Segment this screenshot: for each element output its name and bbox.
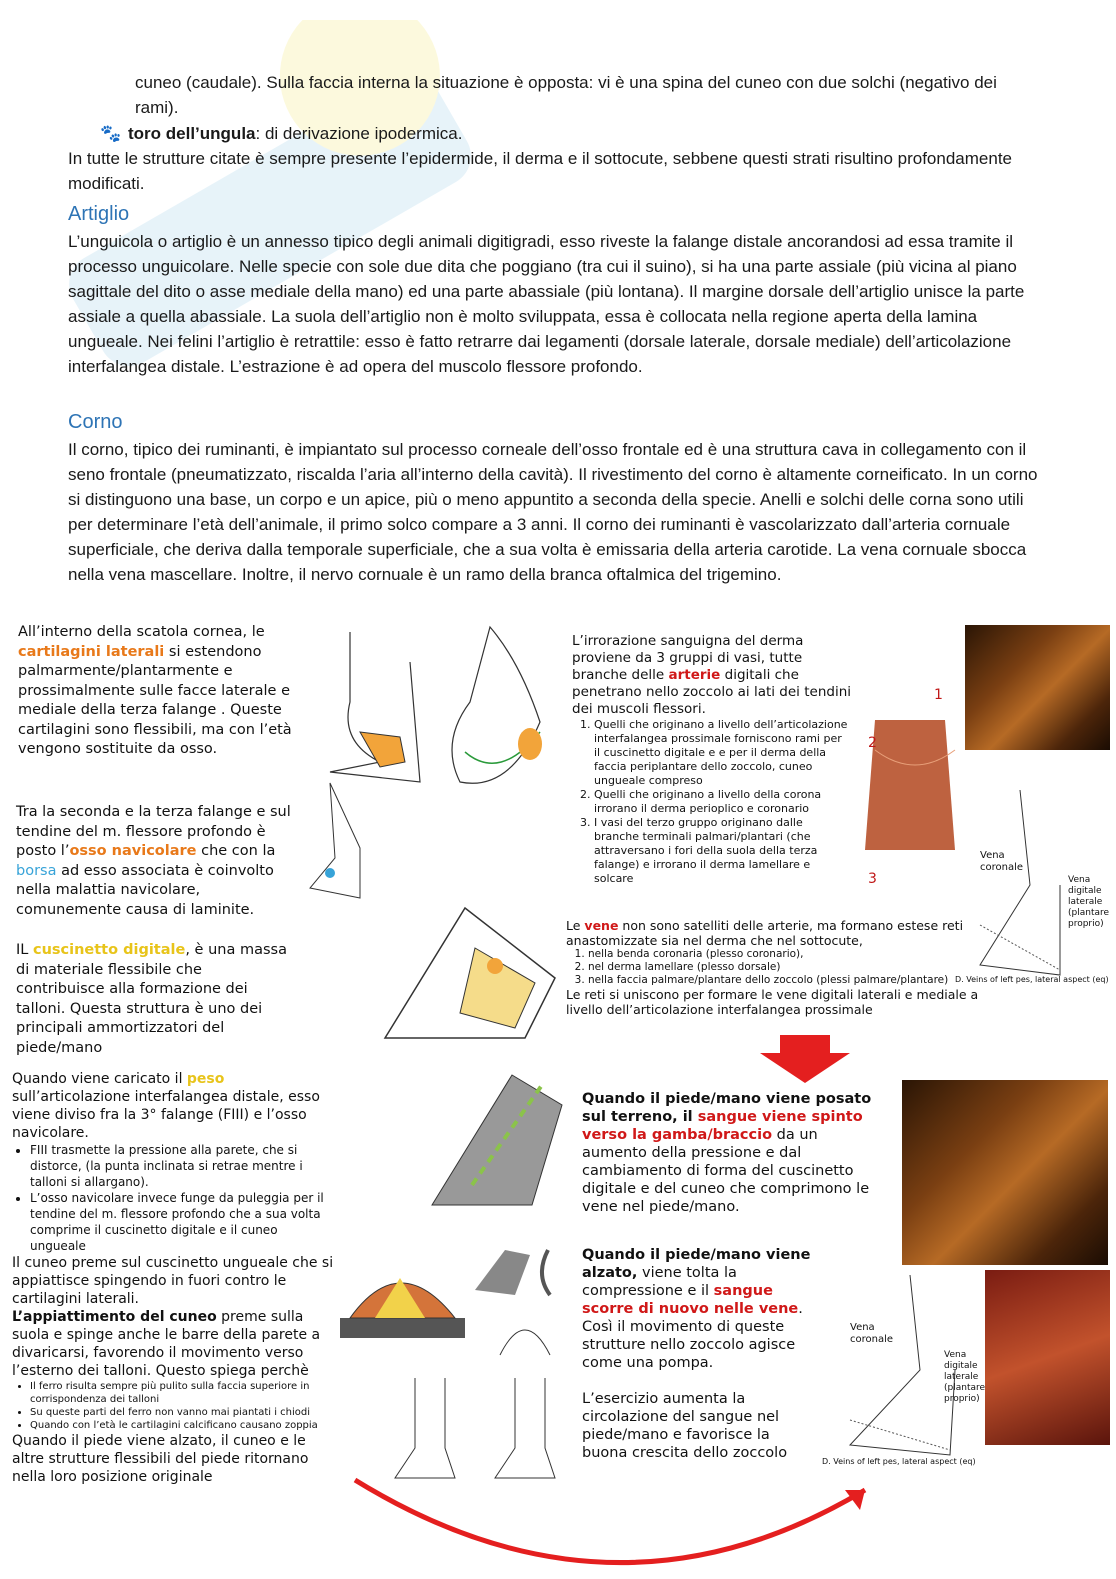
arterial-cast-diagram <box>855 690 970 865</box>
note-cartilagini: All’interno della scatola cornea, le cartilagini laterali si estendono palmarmente/plantarmente e prossimalmente sulle facce laterale e mediale della terza falange . Queste cartilagini sono flessibili, ma con l’età vengono sostituite da osso. <box>18 624 292 757</box>
list-item: 1. Quelli che originano a livello dell’articolazione interfalangea prossimale forniscono rami per il cuscinetto digitale e e per il derma della faccia periplantare dello zoccolo, cuneo ungueale compreso <box>594 718 849 788</box>
artiglio-heading: Artiglio <box>68 203 130 225</box>
caption-bottom: D. Veins of left pes, lateral aspect (eq) <box>822 1457 976 1466</box>
frog-pressure-diagram <box>330 1248 475 1343</box>
note-irrorazione: L’irrorazione sanguigna del derma proviene da 3 gruppi di vasi, tutte branche delle arterie digitali che penetrano nello zoccolo ai lati dei tendini dei muscoli flessori. 1. Quelli che originano a livello dell’articolazione interfalangea prossimale forniscono rami per il cuscinetto digitale e e per il derma della faccia periplantare dello zoccolo, cuneo ungueale compreso 2. Quelli che originano a livello della corona irrorano il derma perioplico e coronario 3. I vasi del terzo gruppo originano dalle branche terminali palmari/plantari (che attraversano i fori della suola della terza falange) e irrorano il derma lamellare e solcare <box>572 633 852 886</box>
summary-paragraph: In tutte le strutture citate è sempre presente l’epidermide, il derma e il sottocute, sebbene questi strati risultino profondamente modificati. <box>68 149 1012 193</box>
label-vena-digitale-top: Vena digitale laterale (plantare proprio) <box>1068 875 1110 929</box>
note-alzato: Quando il piede/mano viene alzato, viene tolta la compressione e il sangue scorre di nuovo nelle vene. Così il movimento di queste strutture nello zoccolo agisce come una pompa. <box>582 1247 811 1371</box>
caption-top: D. Veins of left pes, lateral aspect (eq) <box>955 975 1109 984</box>
note-peso: Quando viene caricato il peso sull’articolazione interfalangea distale, esso viene diviso fra la 3° falange (FIII) e l’osso navicolare. • FIII trasmette la pressione alla parete, che si distorce, (la punta inclinata si retrae mentre i talloni si allargano). • L’osso navicolare invece funge da puleggia per il tendine del m. flessore profondo che a sua volta comprime il cuscinetto digitale e il cuneo ungueale <box>12 1070 342 1254</box>
label-num1: 1 <box>934 687 943 703</box>
note-esercizio: L’esercizio aumenta la circolazione del sangue nel piede/mano e favorisce la buona crescita dello zoccolo <box>582 1391 788 1461</box>
list-item: 2. nel derma lamellare (plesso dorsale) <box>588 961 978 974</box>
label-vena-coronale-bottom: Vena coronale <box>850 1322 894 1345</box>
list-item: 3. I vasi del terzo gruppo originano dalle branche terminali palmari/plantari (che attraversano i fori della suola della terza falange) e irrorano il derma lamellare e solcare <box>594 816 849 886</box>
foot-lift-diagram <box>375 1368 575 1486</box>
intro-paragraph: cuneo (caudale). Sulla faccia interna la situazione è opposta: vi è una spina del cuneo con due solchi (negativo dei rami). <box>135 73 997 117</box>
list-item: • Su queste parti del ferro non vanno mai piantati i chiodi <box>30 1406 335 1419</box>
vene-list <box>566 948 978 987</box>
list-item: 3. nella faccia palmare/plantare dello zoccolo (plessi palmare/plantare) <box>588 974 978 987</box>
label-num3: 3 <box>868 871 877 887</box>
list-item: 2. Quelli che originano a livello della corona irrorano il derma perioplico e coronario <box>594 788 849 816</box>
hoof-cartilage-diagram <box>290 622 570 802</box>
label-vena-digitale-bottom: Vena digitale laterale (plantare proprio) <box>944 1350 986 1404</box>
note-cuscinetto: IL cuscinetto digitale, è una massa di materiale flessibile che contribuisce alla formazione dei talloni. Questa struttura è uno dei principali ammortizzatori del piede/mano <box>16 942 287 1056</box>
down-arrow-icon <box>755 1035 855 1085</box>
bullet-rest: : di derivazione ipodermica. <box>255 124 463 143</box>
peso-list <box>12 1142 330 1254</box>
note-vene: Le vene non sono satelliti delle arterie, ma formano estese reti anastomizzate sia nel derma che nel sottocute, 1. nella benda coronaria (plesso coronario), 2. nel derma lamellare (plesso dorsale) 3. nella faccia palmare/plantare dello zoccolo (plessi palmare/plantare) Le reti si uniscono per formare le vene digitali laterali e mediale a livello dell’articolazione interfalangea prossimale <box>566 918 986 1017</box>
list-item: • L’osso navicolare invece funge da puleggia per il tendine del m. flessore profondo che a sua volta comprime il cuscinetto digitale e il cuneo ungueale <box>30 1190 330 1254</box>
bullet-item <box>100 121 1000 146</box>
hoof-section-photo-bottom <box>902 1080 1108 1265</box>
note-posato: Quando il piede/mano viene posato sul terreno, il sangue viene spinto verso la gamba/braccio da un aumento della pressione e dal cambiamento di forma del cuscinetto digitale e del cuneo che comprimono le vene nel piede/mano. <box>582 1091 872 1215</box>
label-num2: 2 <box>868 735 877 751</box>
irrorazione-list <box>572 718 849 886</box>
note-cuneo: Il cuneo preme sul cuscinetto ungueale che si appiattisce spingendo in fuori contro le cartilagini laterali. L’appiattimento del cuneo preme sulla suola e spinge anche le barre della parete a divaricarsi, favorendo il movimento verso l’esterno dei talloni. Questo spiega perchè • Il ferro risulta sempre più pulito sulla faccia superiore in corrispondenza dei talloni • Su queste parti del ferro non vanno mai piantati i chiodi • Quando con l’età le cartilagini calcificano causano zoppia Quando il piede viene alzato, il cuneo e le altre strutture flessibili del piede ritornano nella loro posizione originale <box>12 1254 337 1486</box>
vein-diagram-top <box>960 785 1070 980</box>
list-item: • Il ferro risulta sempre più pulito sulla faccia superiore in corrispondenza dei talloni <box>30 1380 335 1406</box>
label-vena-coronale-top: Vena coronale <box>980 850 1024 873</box>
corno-paragraph: Il corno, tipico dei ruminanti, è impiantato sul processo corneale dell’osso frontale ed è una struttura cava in collegamento con il seno frontale (pneumatizzato, riscalda l’aria all’interno della cavità). Il rivestimento del corno è altamente corneificato. In un corno si distinguono una base, un corpo e un apice, più o meno appuntito a seconda della specie. Anelli e solchi delle corna sono utili per determinare l’età dell’animale, il primo solco compare a 3 anni. Il corno dei ruminanti è vascolarizzato dall’arteria cornuale superficiale, che deriva dalla temporale superficiale, che a sua volta è emissaria della arteria carotide. La vena cornuale sbocca nella vena mascellare. Inoltre, il nervo cornuale è un ramo della branca oftalmica del trigemino. <box>68 440 1038 584</box>
bullet-term: toro dell’ungula <box>128 124 256 143</box>
cuneo-end: Quando il piede viene alzato, il cuneo e le altre strutture flessibili del piede ritornano nella loro posizione originale <box>12 1433 309 1485</box>
note-navicolare: Tra la seconda e la terza falange e sul tendine del m. flessore profondo è posto l’osso navicolare che con la borsa ad esso associata è coinvolto nella malattia navicolare, comunemente causa di laminite. <box>16 804 291 918</box>
list-item: • Quando con l’età le cartilagini calcificano causano zoppia <box>30 1419 335 1432</box>
cuneo-list <box>12 1380 335 1432</box>
weight-distribution-diagram <box>412 1065 577 1215</box>
curved-arrow-icon <box>345 1470 885 1570</box>
corno-heading: Corno <box>68 411 123 433</box>
arterial-cast-photo-bottom <box>985 1270 1110 1445</box>
digital-cushion-diagram <box>365 888 575 1056</box>
vene-end: Le reti si uniscono per formare le vene digitali laterali e mediale a livello dell’articolazione interfalangea prossimale <box>566 987 979 1017</box>
list-item: 1. nella benda coronaria (plesso coronario), <box>588 948 978 961</box>
paw-bullet-icon: 🐾 <box>100 124 122 143</box>
list-item: • FIII trasmette la pressione alla parete, che si distorce, (la punta inclinata si retrae mentre i talloni si allargano). <box>30 1142 330 1190</box>
artiglio-paragraph: L’unguicola o artiglio è un annesso tipico degli animali digitigradi, esso riveste la falange distale ancorandosi ad essa tramite il processo unguicolare. Nelle specie con sole due dita che poggiano (tra cui il suino), si ha una parte assiale (più vicina al piano sagittale del dito o asse mediale della mano) ed una parte abassiale (più lontana). Il margine dorsale dell’artiglio unisce la parte assiale a quella abassiale. La suola dell’artiglio non è molto sviluppata, essa è collocata nella regione aperta della lamina ungueale. Nei felini l’artiglio è retrattile: esso è fatto retrarre dai legamenti (dorsale laterale, dorsale mediale) dell’articolazione interfalangea distale. L’estrazione è ad opera del muscolo flessore profondo. <box>68 232 1025 376</box>
hoof-section-photo-top <box>965 625 1110 750</box>
shoe-shapes-diagram <box>470 1245 575 1385</box>
